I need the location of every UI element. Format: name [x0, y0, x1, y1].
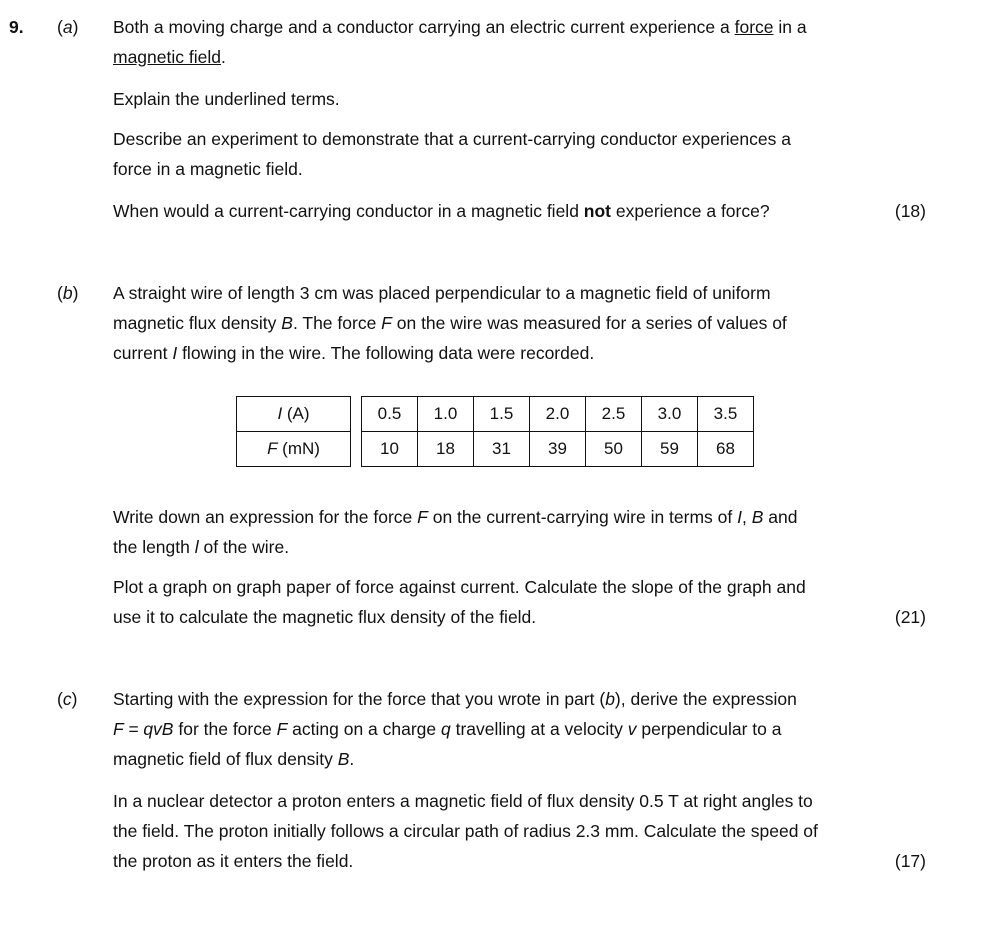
part-b-intro-line-2: magnetic flux density B. The force F on the wire was measured for a series of values of	[113, 313, 787, 333]
underlined-term-force: force	[734, 17, 774, 37]
underlined-term-magnetic-field: magnetic field	[113, 47, 221, 67]
part-c-line-3: magnetic field of flux density B.	[113, 749, 355, 769]
part-c-detector-line-3: the proton as it enters the field.	[113, 851, 354, 871]
table-cell: 68	[698, 432, 754, 467]
part-a-explain: Explain the underlined terms.	[113, 89, 340, 109]
part-c-label: (c)	[57, 689, 78, 709]
part-b-marks: (21)	[894, 607, 926, 627]
table-cell: 3.5	[698, 397, 754, 432]
part-a-describe-line-1: Describe an experiment to demonstrate that a current-carrying conductor experiences a	[113, 129, 791, 149]
table-cell: 31	[474, 432, 530, 467]
row-header-current: I (A)	[237, 397, 351, 432]
table-cell: 3.0	[642, 397, 698, 432]
question-number: 9.	[9, 17, 24, 37]
part-b-intro-line-3: current I flowing in the wire. The following data were recorded.	[113, 343, 595, 363]
table-cell: 2.5	[586, 397, 642, 432]
row-header-force: F (mN)	[237, 432, 351, 467]
table-cell: 10	[362, 432, 418, 467]
part-a-label: (a)	[57, 17, 79, 37]
table-cell: 50	[586, 432, 642, 467]
table-cell: 1.5	[474, 397, 530, 432]
current-force-table	[236, 396, 754, 467]
part-c-line-1: Starting with the expression for the force that you wrote in part (b), derive the expression	[113, 689, 797, 709]
table-cell: 1.0	[418, 397, 474, 432]
part-c-detector-line-1: In a nuclear detector a proton enters a magnetic field of flux density 0.5 T at right angles to	[113, 791, 813, 811]
part-c-line-2: F = qvB for the force F acting on a charge q travelling at a velocity v perpendicular to a	[113, 719, 782, 739]
part-b-write-line-1: Write down an expression for the force F on the current-carrying wire in terms of I, B and	[113, 507, 798, 527]
table-cell: 0.5	[362, 397, 418, 432]
table-cell: 18	[418, 432, 474, 467]
table-cell: 39	[530, 432, 586, 467]
table-cell: 2.0	[530, 397, 586, 432]
bold-not: not	[583, 201, 612, 221]
part-b-label: (b)	[57, 283, 79, 303]
table-cell: 59	[642, 432, 698, 467]
part-b-plot-line-2: use it to calculate the magnetic flux density of the field.	[113, 607, 537, 627]
part-b-plot-line-1: Plot a graph on graph paper of force against current. Calculate the slope of the graph and	[113, 577, 806, 597]
part-a-line-2: magnetic field.	[113, 47, 226, 67]
part-c-marks: (17)	[894, 851, 926, 871]
part-b-intro-line-1: A straight wire of length 3 cm was placed perpendicular to a magnetic field of uniform	[113, 283, 771, 303]
equation-f-qvb: F = qvB	[113, 719, 174, 739]
part-a-line-1: Both a moving charge and a conductor carrying an electric current experience a force in a	[113, 17, 807, 37]
part-a-letter: a	[62, 17, 73, 37]
table-row-force	[237, 432, 754, 467]
part-a-when-question: When would a current-carrying conductor in a magnetic field not experience a force?	[113, 201, 770, 221]
table-row-current	[237, 397, 754, 432]
part-a-marks: (18)	[894, 201, 926, 221]
part-a-describe-line-2: force in a magnetic field.	[113, 159, 303, 179]
part-c-detector-line-2: the field. The proton initially follows a circular path of radius 2.3 mm. Calculate the speed of	[113, 821, 818, 841]
part-b-write-line-2: the length l of the wire.	[113, 537, 290, 557]
